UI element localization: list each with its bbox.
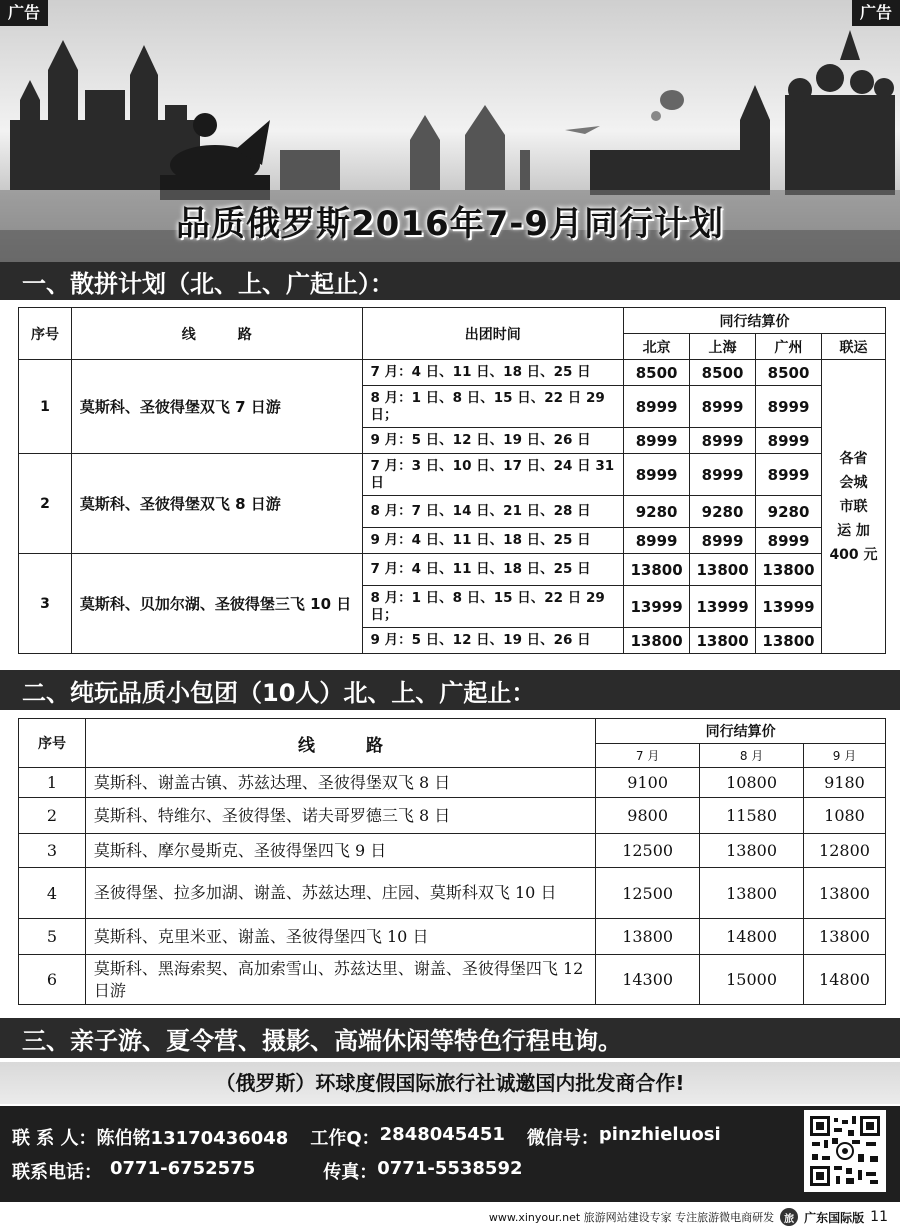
phone-label: 联系电话： <box>12 1162 102 1183</box>
route-name: 莫斯科、黑海索契、高加索雪山、苏兹达里、谢盖、圣彼得堡四飞 12 日游 <box>85 955 595 1005</box>
footer-site-text: www.xinyour.net 旅游网站建设专家 专注旅游微电商研发 <box>488 1211 775 1224</box>
partner-slogan: （俄罗斯）环球度假国际旅行社诚邀国内批发商合作! <box>0 1062 900 1104</box>
route-name: 莫斯科、谢盖古镇、苏兹达理、圣彼得堡双飞 8 日 <box>85 768 595 798</box>
lianyun-line: 运 加 <box>837 522 870 539</box>
phone-number: 0771-6752575 <box>110 1158 256 1179</box>
header-beijing: 北京 <box>624 334 690 360</box>
route-no: 3 <box>19 834 86 868</box>
price-shanghai: 13800 <box>690 628 756 654</box>
route-no: 2 <box>19 798 86 834</box>
header-guangzhou: 广州 <box>756 334 822 360</box>
departure-dates: 7 月：4 日、11 日、18 日、25 日 <box>362 554 624 586</box>
route-no: 2 <box>19 454 72 554</box>
group-tour-price-table <box>18 307 886 654</box>
ad-tag-right: 广告 <box>852 0 900 26</box>
table-row <box>19 955 886 1005</box>
price-jul: 9100 <box>596 768 700 798</box>
section2-title: 二、纯玩品质小包团（10人）北、上、广起止： <box>0 670 900 710</box>
header-dates: 出团时间 <box>362 308 624 360</box>
table-row <box>19 798 886 834</box>
price-shanghai: 8500 <box>690 360 756 386</box>
price-jul: 12500 <box>596 868 700 919</box>
departure-dates: 8 月：1 日、8 日、15 日、22 日 29 日； <box>362 386 624 428</box>
price-jul: 14300 <box>596 955 700 1005</box>
price-beijing: 8999 <box>624 454 690 496</box>
price-sep: 1080 <box>804 798 886 834</box>
price-sep: 12800 <box>804 834 886 868</box>
price-beijing: 8999 <box>624 428 690 454</box>
price-shanghai: 13800 <box>690 554 756 586</box>
departure-dates: 7 月：4 日、11 日、18 日、25 日 <box>362 360 624 386</box>
contact-panel <box>0 1106 900 1202</box>
header-jul: 7 月 <box>596 744 700 768</box>
contact-person-label: 联 系 人： <box>12 1128 97 1149</box>
route-no: 1 <box>19 768 86 798</box>
price-shanghai: 8999 <box>690 454 756 496</box>
route-name: 莫斯科、摩尔曼斯克、圣彼得堡四飞 9 日 <box>85 834 595 868</box>
edition-label: 广东国际版 <box>804 1210 865 1225</box>
section1-title: 一、散拼计划（北、上、广起止）： <box>0 262 900 300</box>
lianyun-line: 400 元 <box>829 546 878 563</box>
route-name: 莫斯科、贝加尔湖、圣彼得堡三飞 10 日 <box>71 554 362 654</box>
price-jul: 13800 <box>596 919 700 955</box>
header-no: 序号 <box>19 308 72 360</box>
qq-number: 2848045451 <box>379 1124 505 1145</box>
table-row <box>19 868 886 919</box>
price-aug: 11580 <box>700 798 804 834</box>
price-sep: 14800 <box>804 955 886 1005</box>
travel-logo-icon: 旅 <box>780 1208 798 1226</box>
banner <box>0 0 900 262</box>
departure-dates: 8 月：7 日、14 日、21 日、28 日 <box>362 496 624 528</box>
departure-dates: 9 月：5 日、12 日、19 日、26 日 <box>362 628 624 654</box>
price-aug: 13800 <box>700 834 804 868</box>
price-aug: 14800 <box>700 919 804 955</box>
header-aug: 8 月 <box>700 744 804 768</box>
route-name: 圣彼得堡、拉多加湖、谢盖、苏兹达理、庄园、莫斯科双飞 10 日 <box>85 868 595 919</box>
price-shanghai: 8999 <box>690 428 756 454</box>
lianyun-line: 会城 <box>839 474 868 491</box>
header-shanghai: 上海 <box>690 334 756 360</box>
price-guangzhou: 8999 <box>756 528 822 554</box>
price-guangzhou: 9280 <box>756 496 822 528</box>
route-name: 莫斯科、圣彼得堡双飞 8 日游 <box>71 454 362 554</box>
price-aug: 10800 <box>700 768 804 798</box>
qr-code-icon <box>804 1110 886 1192</box>
price-guangzhou: 13800 <box>756 628 822 654</box>
header-price-group: 同行结算价 <box>596 719 886 744</box>
price-sep: 13800 <box>804 868 886 919</box>
price-aug: 13800 <box>700 868 804 919</box>
price-beijing: 13800 <box>624 554 690 586</box>
table-row <box>19 360 886 386</box>
table-row <box>19 834 886 868</box>
price-beijing: 13999 <box>624 586 690 628</box>
header-price-group: 同行结算价 <box>624 308 886 334</box>
price-beijing: 9280 <box>624 496 690 528</box>
header-route: 线 路 <box>71 308 362 360</box>
price-guangzhou: 8999 <box>756 454 822 496</box>
contact-person: 陈伯铭13170436048 <box>96 1128 289 1149</box>
departure-dates: 7 月：3 日、10 日、17 日、24 日 31 日 <box>362 454 624 496</box>
price-beijing: 13800 <box>624 628 690 654</box>
route-no: 3 <box>19 554 72 654</box>
price-beijing: 8999 <box>624 386 690 428</box>
route-no: 4 <box>19 868 86 919</box>
wechat-label: 微信号： <box>526 1128 599 1149</box>
section3-title: 三、亲子游、夏令营、摄影、高端休闲等特色行程电询。 <box>0 1018 900 1058</box>
fax-number: 0771-5538592 <box>377 1158 523 1179</box>
footer <box>0 1204 900 1230</box>
route-name: 莫斯科、克里米亚、谢盖、圣彼得堡四飞 10 日 <box>85 919 595 955</box>
table-row <box>19 919 886 955</box>
price-guangzhou: 13999 <box>756 586 822 628</box>
price-jul: 12500 <box>596 834 700 868</box>
small-group-price-table <box>18 718 886 1005</box>
price-aug: 15000 <box>700 955 804 1005</box>
lianyun-line: 市联 <box>839 498 868 515</box>
price-jul: 9800 <box>596 798 700 834</box>
route-name: 莫斯科、圣彼得堡双飞 7 日游 <box>71 360 362 454</box>
route-no: 6 <box>19 955 86 1005</box>
departure-dates: 9 月：4 日、11 日、18 日、25 日 <box>362 528 624 554</box>
qq-label: 工作Q： <box>310 1128 380 1149</box>
table-row <box>19 768 886 798</box>
header-route: 线 路 <box>85 719 595 768</box>
banner-title: 品质俄罗斯2016年7-9月同行计划 <box>175 204 725 244</box>
price-sep: 13800 <box>804 919 886 955</box>
price-shanghai: 13999 <box>690 586 756 628</box>
lianyun-line: 各省 <box>839 450 868 467</box>
price-shanghai: 9280 <box>690 496 756 528</box>
table-row <box>19 554 886 586</box>
departure-dates: 9 月：5 日、12 日、19 日、26 日 <box>362 428 624 454</box>
page-number: 11 <box>870 1209 888 1225</box>
price-sep: 9180 <box>804 768 886 798</box>
lianyun-note <box>822 360 886 654</box>
wechat-id: pinzhieluosi <box>598 1124 721 1145</box>
header-sep: 9 月 <box>804 744 886 768</box>
price-beijing: 8500 <box>624 360 690 386</box>
route-name: 莫斯科、特维尔、圣彼得堡、诺夫哥罗德三飞 8 日 <box>85 798 595 834</box>
route-no: 5 <box>19 919 86 955</box>
price-guangzhou: 8999 <box>756 386 822 428</box>
price-shanghai: 8999 <box>690 386 756 428</box>
fax-label: 传真： <box>323 1162 378 1183</box>
departure-dates: 8 月：1 日、8 日、15 日、22 日 29 日； <box>362 586 624 628</box>
price-beijing: 8999 <box>624 528 690 554</box>
price-shanghai: 8999 <box>690 528 756 554</box>
header-no: 序号 <box>19 719 86 768</box>
route-no: 1 <box>19 360 72 454</box>
price-guangzhou: 13800 <box>756 554 822 586</box>
table-row <box>19 454 886 496</box>
price-guangzhou: 8999 <box>756 428 822 454</box>
ad-tag-left: 广告 <box>0 0 48 26</box>
price-guangzhou: 8500 <box>756 360 822 386</box>
header-lianyun: 联运 <box>822 334 886 360</box>
